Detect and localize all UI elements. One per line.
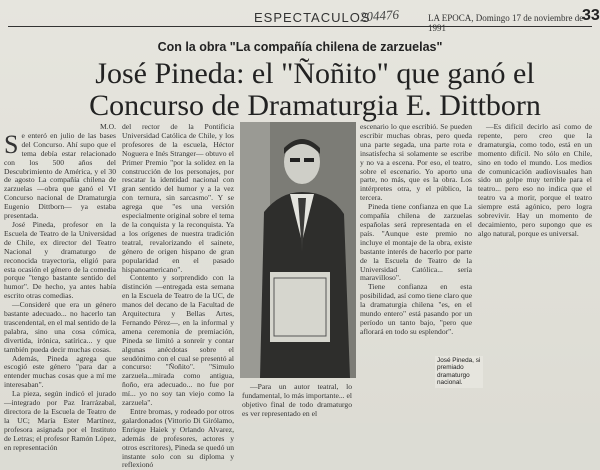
paragraph: Tiene confianza en esta posibilidad, así como tiene claro que la dramaturgia chilena "es, en el mundo entero" está pasando por un período un tanto bajo, "pero que aflorará en todo su esplendor". — [360, 282, 472, 336]
paragraph: —Consideré que era un género bastante adecuado... no hacerlo tan trascendental, en el mal sentido de la palabra, sino una cosa cómica, divertida, irónica, satírica... y que también pueda decir muchas cosas. — [4, 300, 116, 354]
byline: M.O. — [99, 122, 116, 131]
page-number: 33 — [582, 7, 600, 24]
paragraph: Contento y sorprendido con la distinción —entregada esta semana en la Escuela de Teatro de la UC, de manos del decano de la Facultad de Arquitectura y Bellas Artes, Fernando Pérez—, en la informal y amena ceremonia de premiación, Pineda se limitó a sonreír y contar algunas anécdotas sobre el seudónimo con el cual se presentó al concurso: "Ñoñito". "Simulo zarzuela...mirada como antigua, ñoño, era adecuado... no fue por mí... yo no soy tan viejo como la zarzuela". — [122, 273, 234, 408]
paragraph: e enteró en julio de las bases del Concurso. Ahí supo que el tema debía estar relacionado con los 500 años del Descubrimiento de América, y el 30 de agosto La compañía chilena de zarzuelas —obra que ganó el VI Concurso nacional de Dramaturgia Eugenio Dittborn— ya estaba presentada. — [4, 130, 116, 221]
page-header — [8, 4, 600, 33]
photo-caption: José Pineda, si premiado dramaturgo nacional. — [435, 356, 483, 388]
paragraph: —Es difícil decirlo así como de repente, pero creo que la dramaturgia, como todo, está en un momento difícil. No sólo en Chile, sino en todo el mundo. Los medios de comunicación audiovisuales han sido un golpe muy terrible para el teatro... pero eso no indica que el teatro va a morir, porque el teatro siempre está agónico, pero logra sobrevivir. Hay un momento de decaimiento, pero supongo que es algo natural, porque es universal. — [478, 122, 592, 238]
paragraph: Entre bromas, y rodeado por otros galardonados (Vittorio Di Girólamo, Enrique Haiek y Orlando Alvarez, además de profesores, actores y otros escritores), Pineda se quedó un instante solo con su diploma y reflexionó — [122, 407, 234, 470]
kicker: Con la obra "La compañía chilena de zarzuelas" — [157, 40, 443, 54]
headline: José Pineda: el "Ñoñito" que ganó el Concurso de Dramaturgia E. Dittborn — [89, 57, 541, 122]
paragraph: escenario lo que escribió. Se pueden escribir muchas obras, pero queda una parte segada, una parte rota e insatisfecha si solamente se escribe y no va a escena. Por eso, el teatro, sobre el escenario. Yo aporto una parte, no más, que es la obra. Los intérpretes otra, y el público, la tercera. — [360, 122, 472, 203]
archive-stamp: 204476 — [359, 6, 400, 25]
paragraph: José Pineda, profesor en la Escuela de Teatro de la Universidad de Chile, ex director del Teatro Nacional y dramaturgo de reconocida trayectoria, eligió para esta ocasión el género de la comedia porque "tengo bastante sentido del humor". De hecho, ya antes había escrito otras comedias. — [4, 219, 116, 301]
paragraph: Además, Pineda agrega que escogió este género "para dar a entender muchas cosas que a mí me interesaban". — [4, 353, 116, 390]
portrait-photo — [240, 122, 356, 378]
paragraph: del rector de la Pontificia Universidad Católica de Chile, y los profesores de la escuela, Héctor Noguera e Inés Stranger— obtuvo el Primer Premio "por la solidez en la construcción de los personajes, por rescatar la identidad nacional con gran sentido del humor y a la vez con ternura, sin sarcasmo". Y se agrega que "es una versión especialmente original sobre el tema de la conquista y la reconquista. Ya a los orígenes de nuestra tradición teatral, revalorizando el sainete, género de origen hispano de gran popularidad en el pasado hispanoamericano". — [122, 122, 234, 274]
paragraph: La pieza, según indicó el jurado —integrado por Paz Irarrázabal, directora de la Escuela de Teatro de la UC; María Ester Martínez, profesora asignada por el Instituto de Letras; el profesor Ramón López, en representación — [4, 389, 116, 452]
paragraph: —Para un autor teatral, lo fundamental, lo más importante... el objetivo final de todo dramaturgo es ver representado en el — [242, 382, 352, 418]
paper-dateline: LA EPOCA, Domingo 17 de noviembre de 1991 — [428, 13, 584, 33]
paragraph: Pineda tiene confianza en que La compañía chilena de zarzuelas españolas será representada en el país. "Aunque este premio no incluye el montaje de la obra, existe bastante interés de hacerlo por parte de la Escuela de Teatro de la Universidad Católica... sería maravilloso". — [360, 202, 472, 283]
drop-cap: S — [4, 129, 19, 159]
person-photo-icon — [240, 122, 356, 378]
column-1 — [4, 122, 116, 452]
column-2 — [122, 122, 234, 470]
column-3 — [242, 383, 352, 423]
column-5 — [478, 123, 592, 421]
section-title: ESPECTACULOS — [254, 10, 371, 25]
